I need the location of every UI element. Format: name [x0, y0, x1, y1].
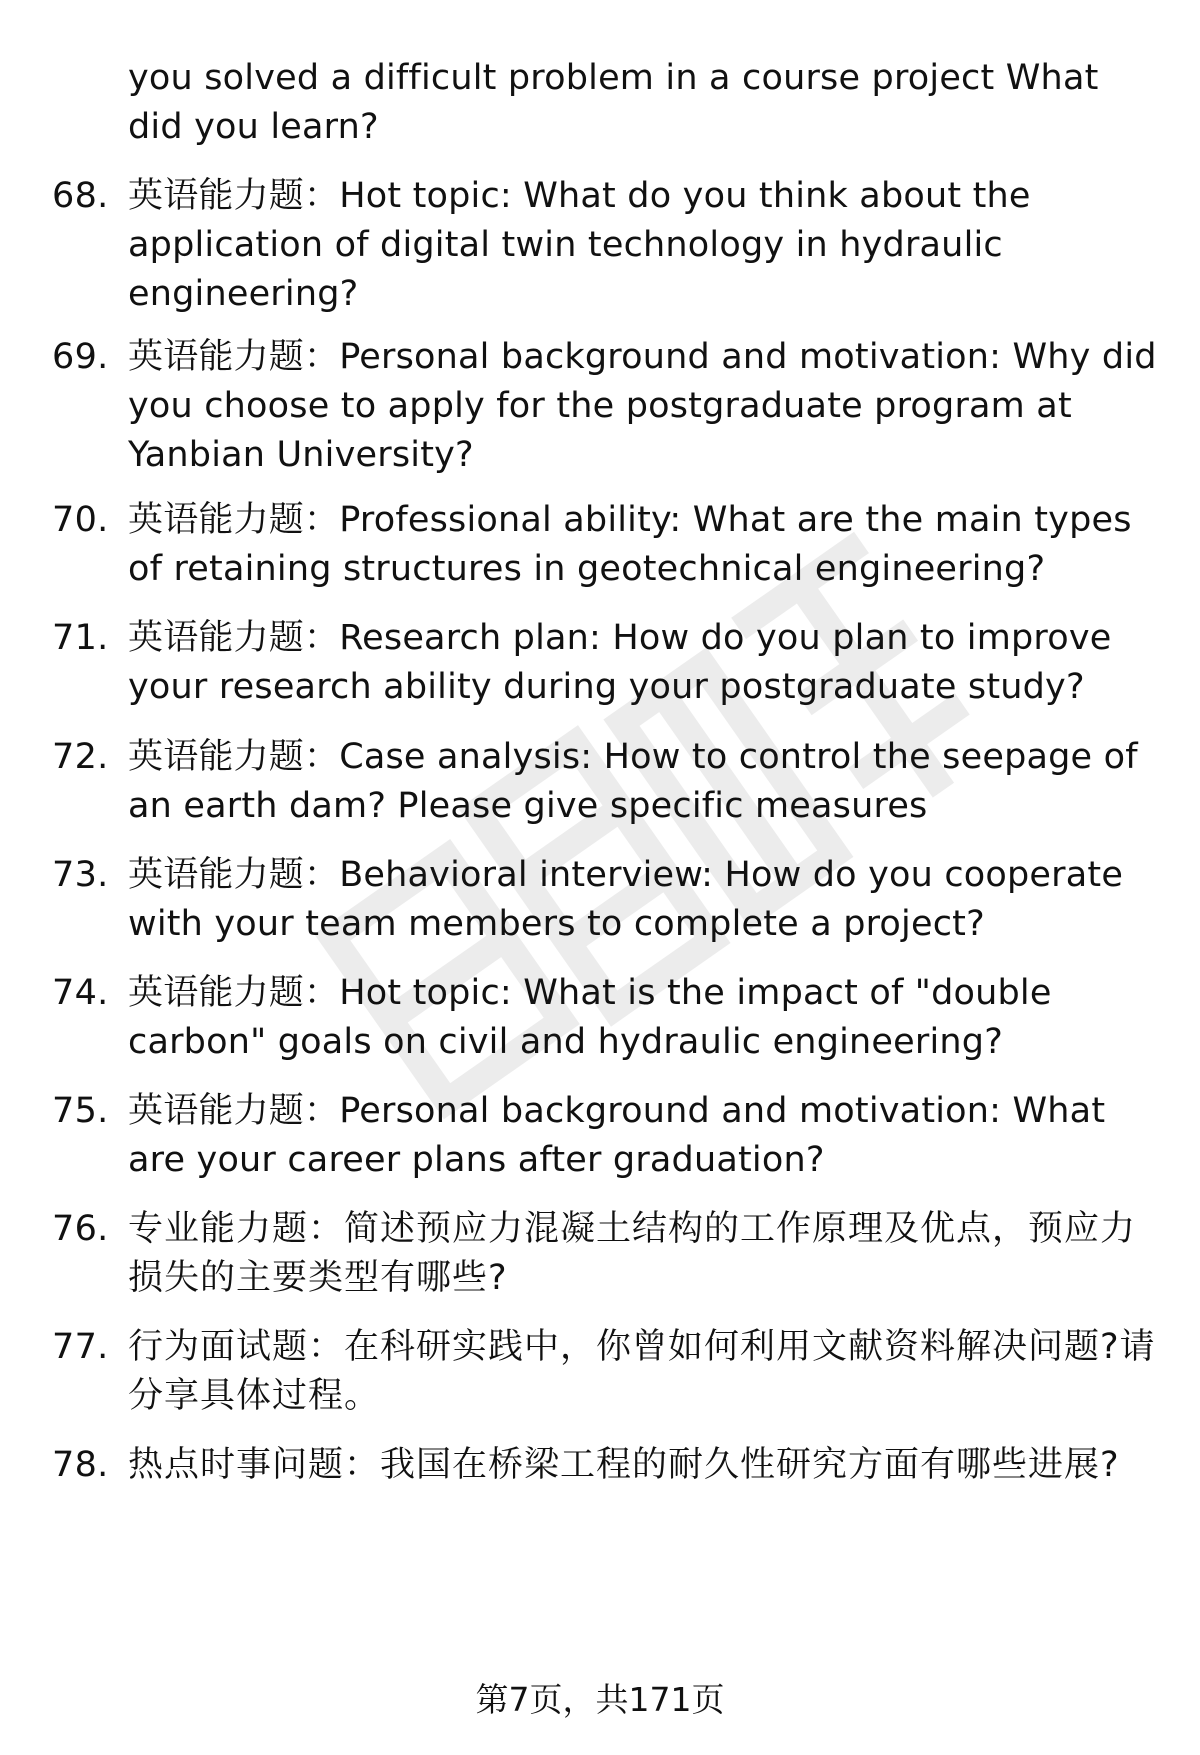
item-number: 78. [52, 1445, 109, 1485]
item-number: 71. [52, 618, 109, 658]
item-text: 热点时事问题：我国在桥梁工程的耐久性研究方面有哪些进展? [128, 1445, 1120, 1485]
item-number: 72. [52, 737, 109, 777]
item-number: 77. [52, 1327, 109, 1367]
item-number: 73. [52, 855, 109, 895]
item-number: 70. [52, 500, 109, 540]
item-text: 专业能力题：简述预应力混凝土结构的工作原理及优点，预应力损失的主要类型有哪些? [128, 1209, 1137, 1298]
item-number: 75. [52, 1091, 109, 1131]
item-text: 英语能力题：Hot topic: What do you think about the application of digital twin technology in hydraulic engineering? [128, 176, 1031, 314]
item-number: 69. [52, 337, 109, 377]
continuation-text: you solved a difficult problem in a course project What did you learn? [128, 58, 1099, 147]
page-number: 第7页，共171页 [475, 1680, 725, 1719]
item-text: 英语能力题：Professional ability: What are the main types of retaining structures in geotechnical engineering? [128, 500, 1132, 589]
item-number: 76. [52, 1209, 109, 1249]
item-text: 英语能力题：Hot topic: What is the impact of "double carbon" goals on civil and hydraulic engineering? [128, 973, 1052, 1062]
item-text: 英语能力题：Case analysis: How to control the seepage of an earth dam? Please give specific measures [128, 737, 1138, 826]
item-text: 英语能力题：Behavioral interview: How do you cooperate with your team members to complete a project? [128, 855, 1124, 944]
item-text: 英语能力题：Personal background and motivation: What are your career plans after graduation? [128, 1091, 1106, 1180]
item-number: 74. [52, 973, 109, 1013]
item-number: 68. [52, 176, 109, 216]
item-text: 行为面试题：在科研实践中，你曾如何利用文献资料解决问题?请分享具体过程。 [128, 1327, 1156, 1416]
item-text: 英语能力题：Research plan: How do you plan to improve your research ability during your postgraduate study? [128, 618, 1112, 707]
item-text: 英语能力题：Personal background and motivation: Why did you choose to apply for the postgraduate program at Yanbian University? [128, 337, 1157, 475]
